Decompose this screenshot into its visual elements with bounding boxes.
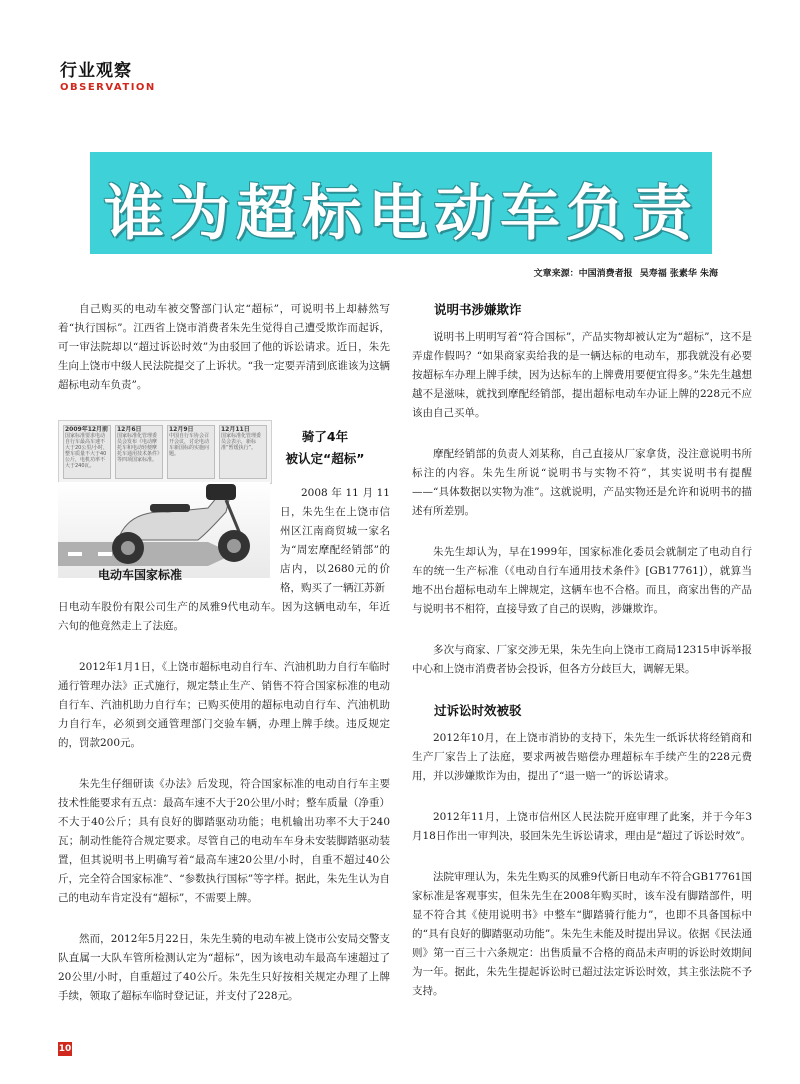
paragraph-limitation-2: 2012年11月，上饶市信州区人民法院开庭审理了此案，并于今年3月18日作出一审判决，驳回朱先生诉讼请求，理由是“超过了诉讼时效”。 <box>412 811 752 842</box>
paragraph-fraud-3: 朱先生却认为，早在1999年，国家标准化委员会就制定了电动自行车的统一生产标准（《电动自行车通用技术条件》[GB17761]），就算当地不出台超标电动车上牌规定，这辆车也不合格。而且，商家出售的产品与说明书不相符，直接导致了自己的误购，涉嫌欺诈。 <box>412 546 752 615</box>
paragraph-standard: 朱先生仔细研读《办法》后发现，符合国家标准的电动自行车主要技术性能要求有五点：最高车速不大于20公里/小时；整车质量（净重）不大于40公斤；具有良好的脚踏驱动功能；电机输出功率不大于240瓦；制动性能符合规定要求。尽管自己的电动车车身未安装脚踏驱动装置，但其说明书上明确写着“最高车速20公里/小时，自重不超过40公斤，完全符合国家标准”、“参数执行国标”等字样。据此，朱先生认为自己的电动车肯定没有“超标”，不需要上牌。 <box>58 778 390 904</box>
timeline-text: 国家标准化管理委员会表示，新标准“暂缓执行”。 <box>221 433 262 451</box>
paragraph-purchase-start: 2008年11月11日，朱先生在上饶市信州区江南商贸城一家名为“周宏摩配经销部”的店内，以2680元的价格，购买了一辆江苏新 <box>280 487 390 594</box>
paragraph-limitation-1: 2012年10月，在上饶市消协的支持下，朱先生一纸诉状将经销商和生产厂家告上了法庭，要求两被告赔偿办理超标车手续产生的228元费用，并以涉嫌欺诈为由，提出了“退一赔一”的诉讼请求。 <box>412 732 752 782</box>
figure-caption: 电动车国家标准 <box>98 568 183 582</box>
timeline-date: 12月11日 <box>221 426 250 433</box>
inset-heading <box>270 426 380 470</box>
section-label <box>60 56 156 93</box>
timeline-date: 12月9日 <box>169 426 194 433</box>
timeline-item <box>219 425 267 479</box>
paragraph-purchase-end: 日电动车股份有限公司生产的凤雅9代电动车。因为这辆电动车，年近六旬的他竟然走上了法庭。 <box>58 601 390 632</box>
left-column <box>58 300 390 417</box>
paragraph-fraud-1: 说明书上明明写着“符合国标”，产品实物却被认定为“超标”，这不是弄虚作假吗？“如果商家卖给我的是一辆达标的电动车，那我就没有必要按超标车办理上牌手续，因为达标车的上牌费用要便宜得多。”朱先生越想越不是滋味，就找到摩配经销部，提出超标电动车办证上牌的228元不应该由自己买单。 <box>412 331 752 419</box>
timeline-text: 国家标准化管理委员会发布《电动摩托车和电动轻便摩托车通用技术条件》等四项国家标准。 <box>117 433 160 463</box>
timeline-item <box>115 425 163 479</box>
section-title-en: OBSERVATION <box>60 82 156 93</box>
timeline-date: 12月6日 <box>117 426 142 433</box>
wrapped-paragraph <box>280 484 390 598</box>
subheading-limitation: 过诉讼时效被驳 <box>434 703 522 718</box>
timeline-strip <box>58 420 272 484</box>
paragraph-fraud-4: 多次与商家、厂家交涉无果，朱先生向上饶市工商局12315申诉举报中心和上饶市消费者协会投诉，但各方分歧巨大，调解无果。 <box>412 644 752 675</box>
source-authors: 吴寿福 张素华 朱海 <box>639 269 718 279</box>
scooter-icon <box>58 482 270 578</box>
article-source <box>530 266 718 279</box>
left-column-continued <box>58 598 390 1028</box>
timeline-item <box>167 425 215 479</box>
timeline-text: 国家标准要求电动自行车最高车速不大于20公里/小时，整车质量不大于40公斤，电机功率不大于240瓦。 <box>65 433 109 469</box>
paragraph-inspection: 然而，2012年5月22日，朱先生骑的电动车被上饶市公安局交警支队直属一大队车管所检测认定为“超标”，因为该电动车最高车速超过了20公里/小时，自重超过了40公斤。朱先生只好按相关规定办理了上牌手续，领取了超标车临时登记证，并支付了228元。 <box>58 933 390 1002</box>
paragraph-regulation: 2012年1月1日，《上饶市超标电动自行车、汽油机助力自行车临时通行管理办法》正式施行，规定禁止生产、销售不符合国家标准的电动自行车、汽油机助力自行车；已购买使用的超标电动自行车、汽油机助力自行车，必须到交通管理部门交验车辆，办理上牌手续。违反规定的，罚款200元。 <box>58 661 390 749</box>
source-label: 文章来源：中国消费者报 <box>533 269 633 279</box>
paragraph-fraud-2: 摩配经销部的负责人刘某称，自己直接从厂家拿货，没注意说明书所标注的内容。朱先生所说“说明书与实物不符”，其实说明书有提醒——“具体数据以实物为准”。这就说明，产品实物还是允许和说明书的描述有所差别。 <box>412 448 752 517</box>
intro-paragraph: 自己购买的电动车被交警部门认定“超标”，可说明书上却赫然写着“执行国标”。江西省上饶市消费者朱先生觉得自己遭受欺诈而起诉，可一审法院却以“超过诉讼时效”为由驳回了他的诉讼请求。近日，朱先生向上饶市中级人民法院提交了上诉状。“我一定要弄清到底谁该为这辆超标电动车负责”。 <box>58 303 390 391</box>
timeline-item <box>63 425 111 479</box>
subheading-fraud: 说明书涉嫌欺诈 <box>434 302 522 317</box>
article-title: 谁为超标电动车负责 <box>104 179 698 249</box>
inset-heading-line-2: 被认定“超标” <box>285 451 365 466</box>
paragraph-limitation-3: 法院审理认为，朱先生购买的凤雅9代新日电动车不符合GB17761国家标准是客观事实，但朱先生在2008年购买时，该车没有脚踏部件，明显不符合其《使用说明书》中整车“脚踏骑行能力”，也即不具备国标中的“具有良好的脚踏驱动功能”。朱先生未能及时提出异议。依据《民法通则》第一百三十六条规定：出售质量不合格的商品未声明的诉讼时效期间为一年。据此，朱先生提起诉讼时已超过法定诉讼时效，其主张法院不予支持。 <box>412 871 752 997</box>
inset-heading-line-1: 骑了4年 <box>301 429 349 444</box>
timeline-text: 中国自行车协会召开会议，讨论电动车新国标的实施问题。 <box>169 433 210 457</box>
figure-ebike-standard <box>58 420 270 595</box>
right-column <box>412 300 752 1023</box>
page-number: 10 <box>58 1044 72 1054</box>
scooter-illustration <box>58 482 270 578</box>
section-title-cn: 行业观察 <box>60 61 132 81</box>
title-banner <box>90 152 712 254</box>
timeline-date: 2009年12月前 <box>65 426 109 433</box>
